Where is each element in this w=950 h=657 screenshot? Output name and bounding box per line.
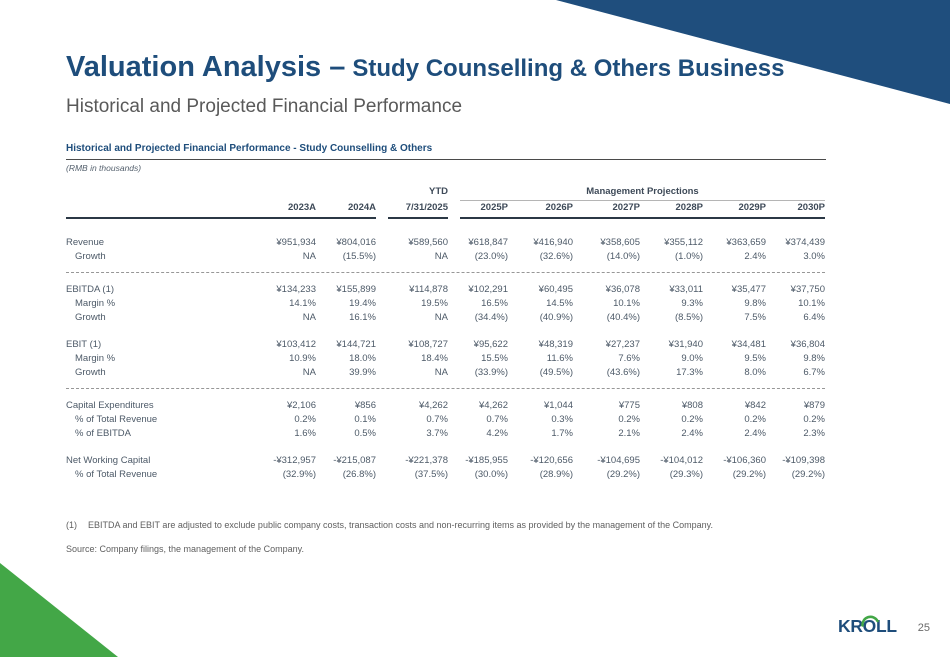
page-title-main: Valuation Analysis – [66, 51, 346, 83]
data-cell: ¥2,106 [286, 400, 316, 411]
data-cell: 14.1% [289, 298, 316, 309]
data-cell: (34.4%) [474, 312, 508, 323]
data-cell: 0.2% [618, 414, 640, 425]
data-cell: ¥155,899 [336, 284, 376, 295]
data-cell: NA [302, 367, 316, 378]
data-cell: (32.6%) [539, 251, 573, 262]
section-spacer [66, 441, 825, 454]
data-cell: 9.5% [744, 353, 766, 364]
column-header: 2028P [675, 202, 703, 213]
row-label: Capital Expenditures [66, 400, 154, 411]
data-cell: 7.6% [618, 353, 640, 364]
row-label: EBIT (1) [66, 339, 102, 350]
data-cell: 0.2% [744, 414, 766, 425]
data-cell: ¥60,495 [538, 284, 573, 295]
source-note: Source: Company filings, the management of the Company. [66, 544, 304, 554]
column-header: 2023A [288, 202, 316, 213]
data-cell: (1.0%) [675, 251, 703, 262]
data-cell: -¥104,695 [597, 455, 640, 466]
data-cell: (23.0%) [474, 251, 508, 262]
data-cell: 0.2% [803, 414, 825, 425]
row-label: Growth [75, 367, 106, 378]
data-cell: -¥109,398 [782, 455, 825, 466]
row-label: Margin % [75, 353, 116, 364]
data-cell: 18.4% [421, 353, 448, 364]
data-cell: ¥951,934 [276, 237, 316, 248]
data-cell: (30.0%) [474, 469, 508, 480]
column-header: 2026P [545, 202, 573, 213]
data-cell: 0.7% [486, 414, 508, 425]
data-cell: 11.6% [546, 353, 573, 364]
data-cell: 3.0% [803, 251, 825, 262]
row-label: Revenue [66, 237, 105, 248]
data-cell: 2.4% [744, 251, 766, 262]
data-cell: 0.5% [354, 428, 376, 439]
data-cell: 1.7% [551, 428, 573, 439]
column-header: 2025P [480, 202, 508, 213]
data-cell: (28.9%) [539, 469, 573, 480]
data-cell: (33.9%) [474, 367, 508, 378]
data-cell: ¥856 [354, 400, 376, 411]
data-cell: 0.7% [426, 414, 448, 425]
data-cell: ¥842 [744, 400, 766, 411]
data-cell: ¥808 [681, 400, 703, 411]
data-cell: NA [434, 312, 448, 323]
row-label: % of Total Revenue [75, 469, 158, 480]
data-cell: 6.4% [803, 312, 825, 323]
footnote-1-text: EBITDA and EBIT are adjusted to exclude public company costs, transaction costs and non-recurring items as provided by the management of the Company. [88, 520, 713, 530]
data-cell: (49.5%) [539, 367, 573, 378]
data-cell: 10.9% [289, 353, 316, 364]
data-cell: ¥103,412 [276, 339, 316, 350]
row-label: Net Working Capital [66, 455, 151, 466]
slide-footer [838, 615, 930, 641]
page-title [66, 50, 826, 86]
data-cell: (40.4%) [606, 312, 640, 323]
data-cell: 8.0% [744, 367, 766, 378]
ytd-label: YTD [429, 186, 448, 197]
data-cell: (32.9%) [282, 469, 316, 480]
data-cell: ¥37,750 [790, 284, 825, 295]
row-label: Margin % [75, 298, 116, 309]
data-cell: 2.1% [618, 428, 640, 439]
data-cell: 3.7% [426, 428, 448, 439]
data-cell: 1.6% [294, 428, 316, 439]
data-cell: ¥33,011 [669, 284, 703, 295]
data-cell: ¥48,319 [538, 339, 573, 350]
data-cell: -¥221,378 [405, 455, 448, 466]
page-number: 25 [917, 622, 930, 634]
data-cell: ¥775 [618, 400, 640, 411]
data-cell: ¥416,940 [533, 237, 573, 248]
page-subtitle: Historical and Projected Financial Performance [66, 96, 463, 117]
data-cell: ¥4,262 [418, 400, 448, 411]
bottom-left-corner-shape [0, 563, 118, 657]
row-label: % of Total Revenue [75, 414, 158, 425]
data-cell: ¥34,481 [731, 339, 766, 350]
column-header: 7/31/2025 [405, 202, 448, 213]
data-cell: 17.3% [676, 367, 703, 378]
data-cell: 16.1% [349, 312, 376, 323]
column-header: 2029P [738, 202, 766, 213]
data-cell: -¥185,955 [465, 455, 508, 466]
data-cell: (29.3%) [669, 469, 703, 480]
header-body-spacer [66, 219, 825, 236]
page-title-secondary: Study Counselling & Others Business [352, 55, 785, 82]
data-cell: (14.0%) [606, 251, 640, 262]
data-cell: 14.5% [546, 298, 573, 309]
data-cell: 39.9% [349, 367, 376, 378]
data-cell: ¥31,940 [668, 339, 703, 350]
data-cell: ¥804,016 [336, 237, 376, 248]
section-divider [66, 388, 825, 389]
data-cell: (37.5%) [414, 469, 448, 480]
section-spacer [66, 325, 825, 338]
data-cell: ¥879 [803, 400, 825, 411]
data-cell: ¥35,477 [731, 284, 766, 295]
data-cell: 19.4% [349, 298, 376, 309]
data-cell: 7.5% [744, 312, 766, 323]
data-cell: ¥589,560 [408, 237, 448, 248]
data-cell: ¥144,721 [336, 339, 376, 350]
data-cell: 2.3% [803, 428, 825, 439]
footnote-1 [66, 520, 826, 531]
data-cell: ¥102,291 [468, 284, 508, 295]
data-cell: ¥134,233 [276, 284, 316, 295]
data-cell: ¥355,112 [664, 237, 703, 248]
data-cell: 10.1% [613, 298, 640, 309]
data-cell: -¥120,656 [530, 455, 573, 466]
data-cell: ¥95,622 [473, 339, 508, 350]
row-label: % of EBITDA [75, 428, 131, 439]
kroll-logo [838, 615, 908, 641]
data-cell: 18.0% [349, 353, 376, 364]
data-cell: ¥36,804 [790, 339, 825, 350]
data-cell: (29.2%) [732, 469, 766, 480]
data-cell: (40.9%) [539, 312, 573, 323]
data-cell: 9.8% [803, 353, 825, 364]
footnote-1-marker: (1) [66, 520, 77, 530]
data-cell: NA [302, 251, 316, 262]
management-projections-label: Management Projections [460, 185, 825, 201]
slide-content [66, 50, 826, 555]
data-cell: (15.5%) [342, 251, 376, 262]
data-cell: 6.7% [803, 367, 825, 378]
column-header: 2027P [612, 202, 640, 213]
data-cell: 0.1% [354, 414, 376, 425]
data-cell: (26.8%) [342, 469, 376, 480]
data-cell: 16.5% [481, 298, 508, 309]
units-note: (RMB in thousands) [66, 163, 142, 173]
data-cell: ¥27,237 [605, 339, 640, 350]
header-spacer [66, 185, 376, 201]
data-cell: 9.0% [681, 353, 703, 364]
data-cell: ¥363,659 [726, 237, 766, 248]
data-cell: ¥1,044 [543, 400, 573, 411]
data-cell: -¥104,012 [660, 455, 703, 466]
data-cell: 19.5% [421, 298, 448, 309]
data-cell: 0.2% [681, 414, 703, 425]
svg-text:KROLL: KROLL [837, 616, 897, 636]
data-cell: NA [434, 251, 448, 262]
data-cell: (8.5%) [675, 312, 703, 323]
data-cell: ¥114,878 [409, 284, 448, 295]
column-header: 2030P [797, 202, 825, 213]
data-cell: -¥215,087 [333, 455, 376, 466]
data-cell: 0.3% [551, 414, 573, 425]
data-cell: (29.2%) [791, 469, 825, 480]
data-cell: ¥618,847 [468, 237, 508, 248]
data-cell: 9.3% [681, 298, 703, 309]
data-cell: ¥358,605 [600, 237, 640, 248]
data-cell: 0.2% [294, 414, 316, 425]
financial-table [66, 185, 825, 482]
column-header: 2024A [348, 202, 376, 213]
row-label: EBITDA (1) [66, 284, 115, 295]
section-divider [66, 272, 825, 273]
data-cell: 2.4% [744, 428, 766, 439]
row-label: Growth [75, 251, 106, 262]
data-cell: -¥106,360 [723, 455, 766, 466]
data-cell: (29.2%) [606, 469, 640, 480]
table-title: Historical and Projected Financial Performance - Study Counselling & Others [66, 143, 826, 160]
data-cell: 10.1% [798, 298, 825, 309]
data-cell: NA [302, 312, 316, 323]
data-cell: 2.4% [681, 428, 703, 439]
row-label-header [66, 201, 231, 215]
data-cell: (43.6%) [606, 367, 640, 378]
data-cell: ¥4,262 [478, 400, 508, 411]
data-cell: NA [434, 367, 448, 378]
data-cell: 15.5% [481, 353, 508, 364]
data-cell: ¥374,439 [785, 237, 825, 248]
row-label: Growth [75, 312, 106, 323]
data-cell: ¥36,078 [605, 284, 640, 295]
data-cell: 9.8% [744, 298, 766, 309]
data-cell: ¥108,727 [408, 339, 448, 350]
data-cell: 4.2% [486, 428, 508, 439]
data-cell: -¥312,957 [273, 455, 316, 466]
